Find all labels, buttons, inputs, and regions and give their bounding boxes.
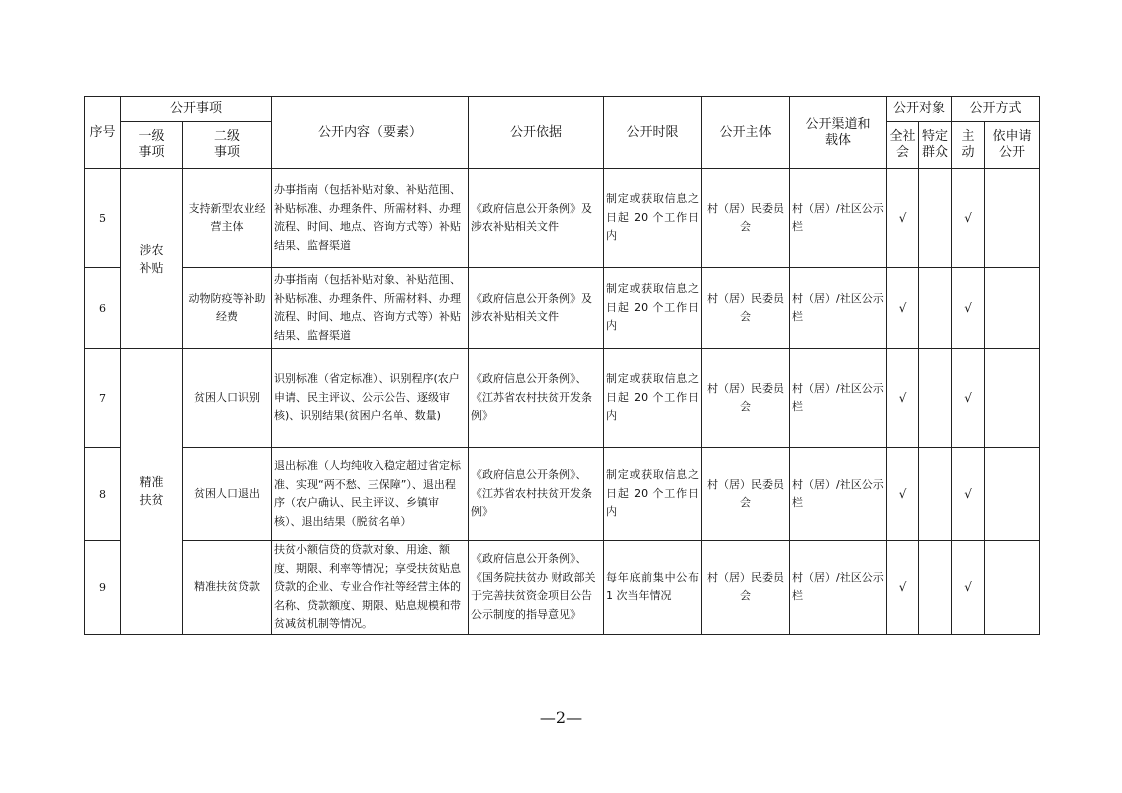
object-specific-check (919, 448, 952, 541)
channel-cell: 村（居）/社区公示栏 (790, 541, 887, 635)
content-cell: 退出标准（人均纯收入稳定超过省定标准、实现“两不愁、三保障”）、退出程序（农户确认、民主评议、乡镇审核）、退出结果（脱贫名单） (272, 448, 469, 541)
table-row (85, 268, 1040, 349)
table-body (85, 169, 1040, 635)
table-row (85, 448, 1040, 541)
basis-cell: 《政府信息公开条例》、《江苏省农村扶贫开发条例》 (469, 448, 604, 541)
subject-cell: 村（居）民委员会 (702, 541, 790, 635)
time-limit-cell: 制定或获取信息之日起 20 个工作日内 (604, 268, 702, 349)
basis-cell: 《政府信息公开条例》、《国务院扶贫办 财政部关于完善扶贫资金项目公告公示制度的指导意见》 (469, 541, 604, 635)
content-cell: 扶贫小额信贷的贷款对象、用途、额度、期限、利率等情况；享受扶贫贴息贷款的企业、专业合作社等经营主体的名称、贷款额度、期限、贴息规模和带贫减贫机制等情况。 (272, 541, 469, 635)
object-all-check: √ (887, 448, 919, 541)
page-number: —2— (539, 708, 583, 727)
basis-cell: 《政府信息公开条例》及涉农补贴相关文件 (469, 169, 604, 268)
header-level1: 一级事项 (121, 122, 183, 169)
header-seq: 序号 (85, 97, 121, 169)
header-level2: 二级事项 (183, 122, 272, 169)
content-cell: 办事指南（包括补贴对象、补贴范围、补贴标准、办理条件、所需材料、办理流程、时间、地点、咨询方式等）补贴结果、监督渠道 (272, 169, 469, 268)
header-method-request: 依申请公开 (985, 122, 1040, 169)
disclosure-table (84, 96, 1040, 635)
channel-cell: 村（居）/社区公示栏 (790, 448, 887, 541)
time-limit-cell: 制定或获取信息之日起 20 个工作日内 (604, 349, 702, 448)
method-request-check (985, 169, 1040, 268)
row-number: 6 (85, 268, 121, 349)
table-header (85, 97, 1040, 169)
header-object-group: 公开对象 (887, 97, 952, 122)
method-active-check: √ (952, 349, 985, 448)
object-all-check: √ (887, 349, 919, 448)
method-request-check (985, 541, 1040, 635)
basis-cell: 《政府信息公开条例》、《江苏省农村扶贫开发条例》 (469, 349, 604, 448)
object-specific-check (919, 541, 952, 635)
level2-item: 动物防疫等补助经费 (183, 268, 272, 349)
time-limit-cell: 制定或获取信息之日起 20 个工作日内 (604, 448, 702, 541)
row-number: 8 (85, 448, 121, 541)
channel-cell: 村（居）/社区公示栏 (790, 268, 887, 349)
level2-item: 支持新型农业经营主体 (183, 169, 272, 268)
header-basis: 公开依据 (469, 97, 604, 169)
category-agri-subsidy: 涉农补贴 (121, 169, 183, 349)
time-limit-cell: 每年底前集中公布 1 次当年情况 (604, 541, 702, 635)
header-channel: 公开渠道和载体 (790, 97, 887, 169)
header-subject: 公开主体 (702, 97, 790, 169)
method-active-check: √ (952, 169, 985, 268)
subject-cell: 村（居）民委员会 (702, 268, 790, 349)
channel-cell: 村（居）/社区公示栏 (790, 169, 887, 268)
row-number: 9 (85, 541, 121, 635)
object-specific-check (919, 169, 952, 268)
level2-item: 贫困人口退出 (183, 448, 272, 541)
level2-item: 精准扶贫贷款 (183, 541, 272, 635)
method-active-check: √ (952, 268, 985, 349)
object-all-check: √ (887, 541, 919, 635)
subject-cell: 村（居）民委员会 (702, 448, 790, 541)
object-all-check: √ (887, 169, 919, 268)
header-items-group: 公开事项 (121, 97, 272, 122)
content-cell: 办事指南（包括补贴对象、补贴范围、补贴标准、办理条件、所需材料、办理流程、时间、地点、咨询方式等）补贴结果、监督渠道 (272, 268, 469, 349)
method-request-check (985, 349, 1040, 448)
method-active-check: √ (952, 448, 985, 541)
channel-cell: 村（居）/社区公示栏 (790, 349, 887, 448)
header-method-active: 主动 (952, 122, 985, 169)
method-request-check (985, 268, 1040, 349)
header-method-group: 公开方式 (952, 97, 1040, 122)
header-object-all: 全社会 (887, 122, 919, 169)
row-number: 5 (85, 169, 121, 268)
method-request-check (985, 448, 1040, 541)
row-number: 7 (85, 349, 121, 448)
object-specific-check (919, 268, 952, 349)
content-cell: 识别标准（省定标准）、识别程序(农户申请、民主评议、公示公告、逐级审核)、识别结果(贫困户名单、数量) (272, 349, 469, 448)
time-limit-cell: 制定或获取信息之日起 20 个工作日内 (604, 169, 702, 268)
table-row (85, 349, 1040, 448)
method-active-check: √ (952, 541, 985, 635)
object-all-check: √ (887, 268, 919, 349)
basis-cell: 《政府信息公开条例》及涉农补贴相关文件 (469, 268, 604, 349)
category-poverty-alleviation: 精准扶贫 (121, 349, 183, 635)
level2-item: 贫困人口识别 (183, 349, 272, 448)
header-object-specific: 特定群众 (919, 122, 952, 169)
header-content: 公开内容（要素） (272, 97, 469, 169)
table-row (85, 169, 1040, 268)
subject-cell: 村（居）民委员会 (702, 349, 790, 448)
subject-cell: 村（居）民委员会 (702, 169, 790, 268)
table-row (85, 541, 1040, 635)
object-specific-check (919, 349, 952, 448)
header-time-limit: 公开时限 (604, 97, 702, 169)
